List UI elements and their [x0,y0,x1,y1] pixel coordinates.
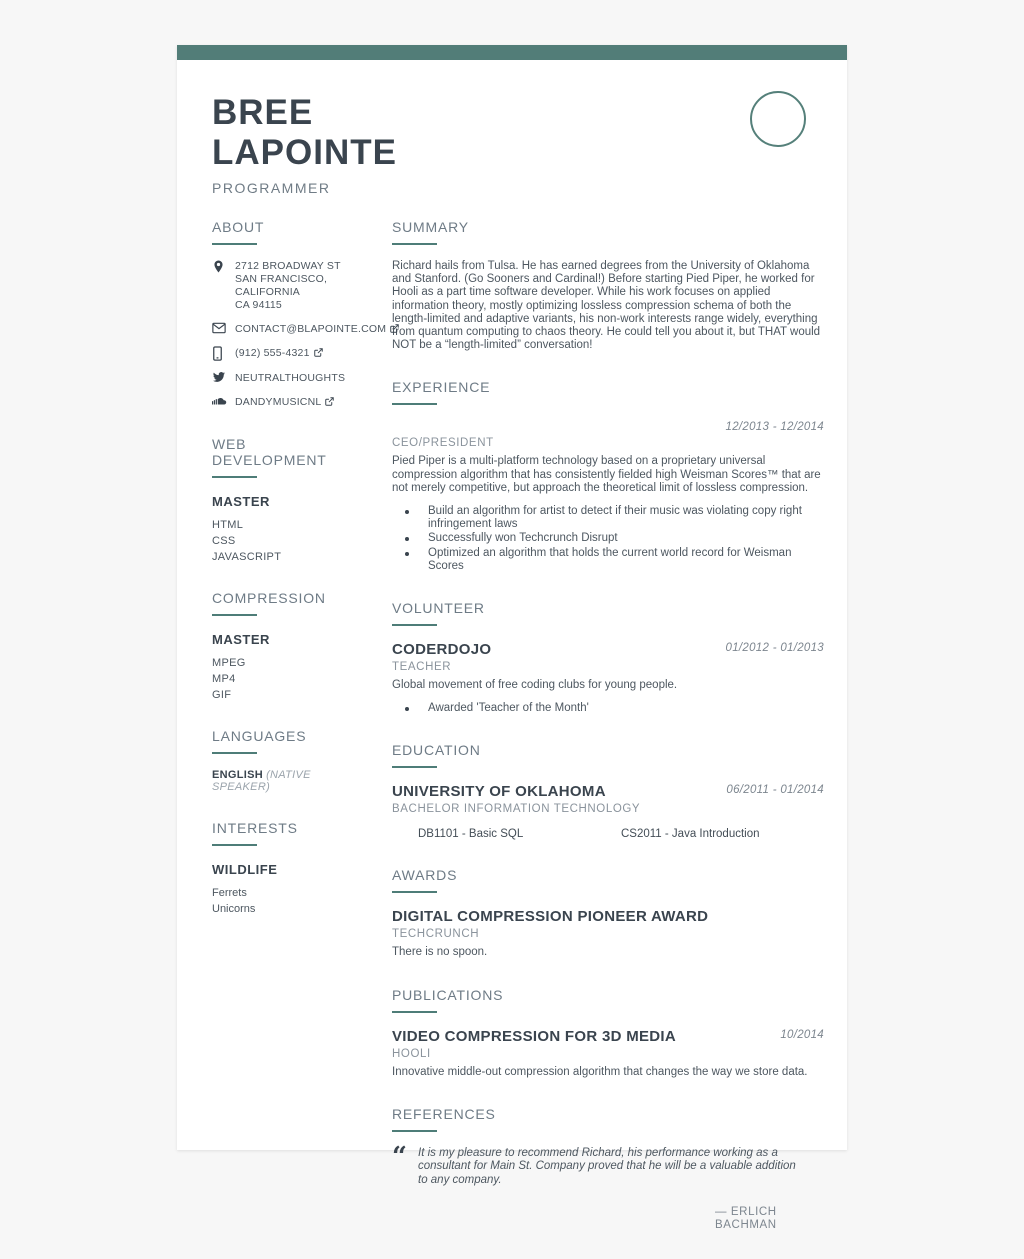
course-list [392,828,824,840]
language-note: (NATIVE SPEAKER) [212,769,311,793]
language-row [212,769,362,793]
skill-level: MASTER [212,632,270,647]
skill-item: HTML [212,519,244,531]
education-entry [392,783,824,840]
volunteer-section [392,600,824,715]
twitter-icon [212,371,227,383]
entry-description: Pied Piper is a multi-platform technology based on a proprietary universal compression algorithm that has consistently fielded high Weisman Scores™ that are not merely competitive, but approach the theoretical limit of lossless compression. [392,455,821,494]
name-line-2: LAPOINTE [212,133,397,172]
course-item: DB1101 - Basic SQL [418,828,524,841]
experience-section-title: EXPERIENCE [392,379,824,405]
resume-page [177,45,847,1232]
soundcloud-handle-text: DANDYMUSICNL [235,396,322,408]
award-name: DIGITAL COMPRESSION PIONEER AWARD [392,908,709,926]
reference-quote-text: It is my pleasure to recommend Richard, his performance working as a consultant for Main St. Company proved that he will be a valuable addition to any company. [418,1146,796,1186]
awards-section [392,867,824,959]
skill-level: MASTER [212,494,270,509]
publications-section-title: PUBLICATIONS [392,987,824,1013]
languages-section [212,728,362,793]
address-row [212,260,362,312]
entry-role: TEACHER [392,661,452,674]
page-title [212,93,824,173]
entry-bullet-list [392,702,824,715]
entry-date: 10/2014 [780,1028,824,1041]
external-link-icon [390,324,399,337]
skill-item: GIF [212,689,232,701]
interests-section [212,820,362,915]
skill-list [212,657,362,701]
address-line: CA 94115 [235,299,282,311]
email-link[interactable] [212,323,387,336]
skill-item: CSS [212,535,236,547]
award-issuer: TECHCRUNCH [392,928,480,941]
soundcloud-icon [212,395,227,406]
interest-category: WILDLIFE [212,862,278,877]
bullet-item: Successfully won Techcrunch Disrupt [392,532,824,545]
experience-entry [392,420,824,573]
languages-section-title: LANGUAGES [212,728,362,754]
interest-item: Unicorns [212,903,256,915]
email-text: CONTACT@BLAPOINTE.COM [235,323,387,335]
address-line: 2712 BROADWAY ST [235,260,341,272]
job-title: PROGRAMMER [212,180,331,196]
name-line-1: BREE [212,93,314,132]
address-line: SAN FRANCISCO, CALIFORNIA [235,273,328,298]
entry-date: 01/2012 - 01/2013 [725,642,824,655]
skill-section-web-development [212,436,362,563]
entry-description: Global movement of free coding clubs for young people. [392,679,678,692]
award-entry [392,908,824,959]
volunteer-entry [392,641,824,715]
language-name: ENGLISH [212,769,263,781]
soundcloud-link[interactable] [212,396,362,409]
course-item: CS2011 - Java Introduction [621,828,760,841]
interests-section-title: INTERESTS [212,820,362,846]
bullet-item: Build an algorithm for artist to detect if their music was violating copy right infringement laws [392,505,824,531]
phone-link[interactable] [212,347,362,361]
summary-section [392,219,824,352]
entry-school: UNIVERSITY OF OKLAHOMA [392,783,606,801]
entry-bullet-list [392,505,824,573]
education-section [392,742,824,840]
publication-description: Innovative middle-out compression algorithm that changes the way we store data. [392,1065,808,1078]
skill-list [212,519,362,563]
about-section-title: ABOUT [212,219,362,245]
accent-top-bar [177,45,847,60]
reference-quote-row [392,1147,824,1188]
publication-entry [392,1028,824,1079]
attribution-line: BACHMAN [715,1219,777,1232]
entry-date: 12/2013 - 12/2014 [725,421,824,434]
twitter-handle-text: NEUTRALTHOUGHTS [235,372,346,384]
address-text [235,260,362,312]
entry-date: 06/2011 - 01/2014 [726,784,824,797]
interest-list [212,887,362,915]
publication-name: VIDEO COMPRESSION FOR 3D MEDIA [392,1027,677,1045]
skill-section-title: COMPRESSION [212,590,362,616]
skill-item: MPEG [212,657,246,669]
main-column [392,219,824,1259]
quote-icon [392,1147,418,1188]
skill-item: MP4 [212,673,236,685]
location-pin-icon [212,259,227,274]
experience-section [392,379,824,573]
publication-publisher: HOOLI [392,1047,431,1060]
mobile-phone-icon [212,346,227,361]
entry-role: CEO/PRESIDENT [392,437,494,450]
external-link-icon [314,348,323,361]
phone-text: (912) 555-4321 [235,347,310,359]
summary-section-title: SUMMARY [392,219,824,245]
sidebar [212,219,387,1259]
education-section-title: EDUCATION [392,742,824,768]
summary-text: Richard hails from Tulsa. He has earned degrees from the University of Oklahoma and Stanford. (Go Sooners and Cardinal!) Before starting Pied Piper, he worked for Hooli as a part time software developer. While his work focuses on applied information theory, mostly optimizing lossless compression schema of both the length-limited and adaptive variants, his non-work interests range widely, everything from quantum computing to chaos theory. He could tell you about it, but THAT would NOT be a “length-limited” conversation! [392,260,821,352]
reference-attribution [715,1206,824,1232]
references-section [392,1106,824,1233]
entry-organization: CODERDOJO [392,641,492,659]
attribution-line: — ERLICH [715,1206,777,1219]
skill-item: JAVASCRIPT [212,551,282,563]
external-link-icon [325,397,334,410]
volunteer-section-title: VOLUNTEER [392,600,824,626]
bullet-item: Awarded 'Teacher of the Month' [392,702,824,715]
twitter-link[interactable] [212,372,362,385]
publications-section [392,987,824,1079]
envelope-icon [212,322,227,334]
skill-section-title: WEB DEVELOPMENT [212,436,362,478]
skill-section-compression [212,590,362,701]
award-description: There is no spoon. [392,946,488,959]
references-section-title: REFERENCES [392,1106,824,1132]
bullet-item: Optimized an algorithm that holds the current world record for Weisman Scores [392,547,824,573]
entry-degree: BACHELOR INFORMATION TECHNOLOGY [392,803,641,816]
awards-section-title: AWARDS [392,867,824,893]
about-section [212,219,387,409]
interest-item: Ferrets [212,887,247,899]
